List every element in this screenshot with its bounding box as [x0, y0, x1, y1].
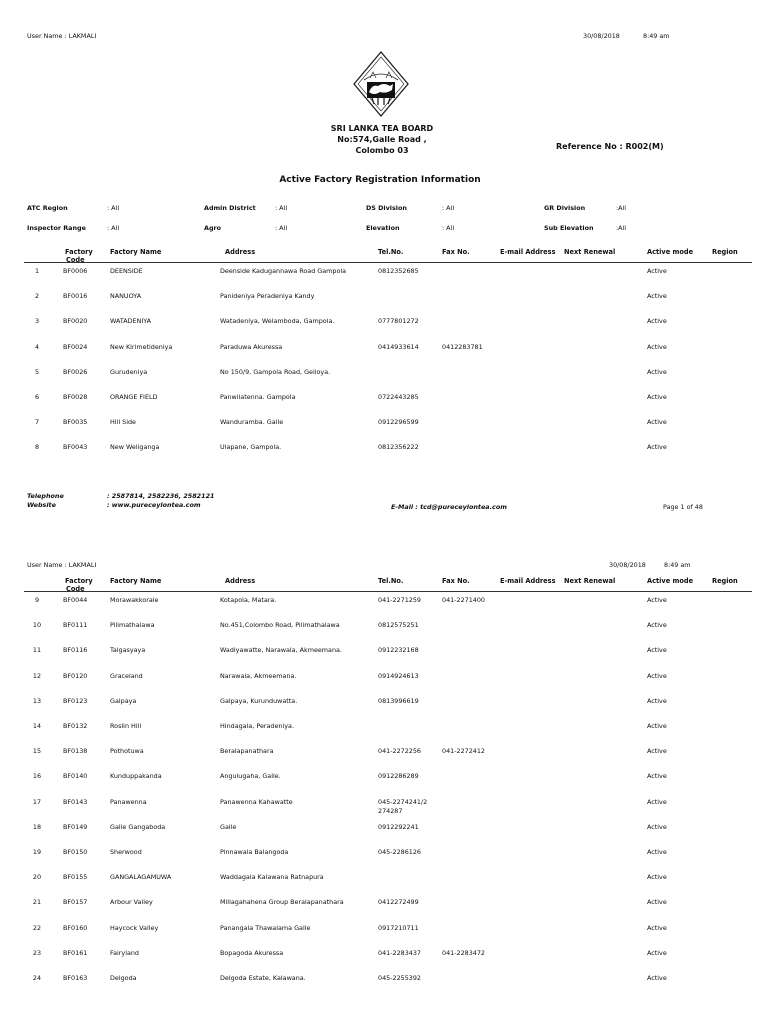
table-row [0, 898, 768, 912]
active-mode: Active [647, 948, 667, 957]
active-mode: Active [647, 367, 667, 376]
row-number: 16 [32, 772, 42, 781]
org-name: SRI LANKA TEA BOARD [330, 124, 434, 133]
col-tel: Tel.No. [378, 248, 404, 256]
col-factory-name: Factory Name [110, 577, 162, 585]
factory-name: Pothotuwa [110, 747, 144, 756]
active-mode: Active [647, 418, 667, 427]
col-tel: Tel.No. [378, 577, 404, 585]
row-number: 23 [32, 948, 42, 957]
telephone-number: 045-2286126 [378, 848, 421, 856]
atc-region-label: ATC Region [27, 204, 68, 212]
factory-name: WATADENIYA [110, 317, 152, 326]
factory-code: BF0111 [63, 621, 88, 630]
active-mode: Active [647, 621, 667, 630]
factory-name: Panawenna [110, 797, 147, 806]
telephone-number: 0414933614 [378, 342, 419, 351]
row-number: 24 [32, 974, 42, 982]
col-next-renewal: Next Renewal [564, 577, 616, 585]
table-row [0, 267, 768, 281]
col-active-mode: Active mode [647, 577, 694, 585]
factory-address: Paraduwa Akuressa [220, 342, 283, 351]
active-mode: Active [647, 873, 667, 882]
table-row [0, 974, 768, 988]
factory-code: BF0161 [63, 948, 88, 957]
factory-code: BF0155 [63, 873, 88, 882]
row-number: 14 [32, 722, 42, 730]
factory-name: Pilimathalawa [110, 621, 155, 630]
table-row [0, 596, 768, 610]
col-fax: Fax No. [442, 577, 470, 585]
factory-code: BF0150 [63, 848, 88, 856]
header-divider-page2 [24, 591, 752, 592]
col-email: E-mail Address [500, 248, 556, 256]
factory-address: Wadiyawatte, Narawala, Akmeemana. [220, 646, 342, 655]
table-row [0, 672, 768, 686]
row-number: 15 [32, 747, 42, 756]
inspector-range-value: : All [107, 224, 120, 232]
row-number: 10 [32, 621, 42, 630]
factory-code: BF0006 [63, 267, 88, 275]
row-number: 4 [34, 342, 40, 351]
table-row [0, 924, 768, 938]
page-number: Page 1 of 48 [663, 503, 703, 511]
factory-name: Arbour Valley [110, 898, 153, 907]
col-factory-code-line1: Factory [65, 577, 93, 585]
factory-address: Panideniya Peradeniya Kandy [220, 292, 315, 301]
col-region: Region [712, 577, 738, 585]
factory-name: New Kirimetideniya [110, 342, 173, 351]
telephone-number: 0722443285 [378, 393, 419, 401]
row-number: 6 [34, 393, 40, 401]
footer-email: E-Mail : tcd@pureceylontea.com [391, 503, 507, 511]
factory-code: BF0024 [63, 342, 88, 351]
row-number: 1 [34, 267, 40, 275]
website-label: Website [27, 501, 56, 509]
col-region: Region [712, 248, 738, 256]
telephone-number: 0812352685 [378, 267, 419, 275]
row-number: 9 [34, 596, 40, 604]
factory-code: BF0120 [63, 671, 88, 680]
telephone-number: 0412272499 [378, 898, 419, 907]
ds-division-label: DS Division [366, 204, 407, 212]
table-row [0, 823, 768, 837]
factory-address: Delgoda Estate, Kalawana. [220, 974, 306, 982]
gr-division-label: GR Division [544, 204, 586, 212]
table-row [0, 873, 768, 887]
user-name-label: User Name : LAKMALI [27, 32, 97, 40]
col-factory-code-line2: Code [66, 585, 85, 593]
active-mode: Active [647, 923, 667, 932]
telephone-number: 0912286289 [378, 772, 419, 781]
telephone-number: 0917210711 [378, 923, 419, 932]
factory-name: DEENSIDE [110, 267, 143, 275]
agro-value: : All [275, 224, 288, 232]
telephone-number: 0813996619 [378, 696, 419, 705]
row-number: 11 [32, 646, 42, 655]
factory-code: BF0132 [63, 722, 88, 730]
row-number: 5 [34, 367, 40, 376]
col-factory-code-line2: Code [66, 256, 85, 264]
factory-name: GANGALAGAMUWA [110, 873, 172, 882]
active-mode: Active [647, 848, 667, 856]
active-mode: Active [647, 772, 667, 781]
table-row [0, 368, 768, 382]
factory-address: Angulugaha, Galle. [220, 772, 281, 781]
factory-name: Galpaya [110, 696, 137, 705]
sub-elevation-label: Sub Elevation [544, 224, 594, 232]
table-row [0, 418, 768, 432]
telephone-number: 0777801272 [378, 317, 419, 326]
row-number: 3 [34, 317, 40, 326]
ds-division-value: : All [442, 204, 455, 212]
row-number: 17 [32, 797, 42, 806]
agro-label: Agro [204, 224, 222, 232]
telephone-number: 0912296599 [378, 418, 419, 427]
factory-address: Bopagoda Akuressa [220, 948, 284, 957]
table-row [0, 772, 768, 786]
row-number: 13 [32, 696, 42, 705]
factory-address: Hindagala, Peradeniya. [220, 722, 294, 730]
table-header-page2 [0, 577, 768, 595]
factory-code: BF0043 [63, 443, 88, 452]
table-row [0, 848, 768, 862]
factory-address: Beralapanathara [220, 747, 274, 756]
factory-name: New Weliganga [110, 443, 160, 452]
factory-code: BF0157 [63, 898, 88, 907]
report-title: Active Factory Registration Information [279, 175, 481, 185]
table-row [0, 646, 768, 660]
telephone-number: 045-2255392 [378, 974, 421, 982]
factory-address: No.451,Colombo Road, Pilimathalawa [220, 621, 340, 630]
admin-district-label: Admin District [204, 204, 256, 212]
row-number: 19 [32, 848, 42, 856]
telephone-value: : 2587814, 2582236, 2582121 [107, 492, 215, 500]
telephone-number: 045-2274241/2 274287 [378, 797, 428, 815]
active-mode: Active [647, 722, 667, 730]
fax-number: 041-2283472 [442, 948, 485, 957]
factory-address: Millagahahena Group Beralapanathara [220, 898, 344, 907]
user-name-label-page2: User Name : LAKMALI [27, 561, 97, 569]
factory-address: Galpaya, Kurunduwatta. [220, 696, 298, 705]
telephone-label: Telephone [27, 492, 64, 500]
factory-name: Delgoda [110, 974, 137, 982]
elevation-label: Elevation [366, 224, 400, 232]
telephone-number: 041-2283437 [378, 948, 421, 957]
table-row [0, 292, 768, 306]
header-divider-page1 [24, 262, 752, 263]
active-mode: Active [647, 671, 667, 680]
gr-division-value: :All [616, 204, 627, 212]
factory-address: Panawenna Kahawatte [220, 797, 293, 806]
factory-name: Haycock Valley [110, 923, 159, 932]
active-mode: Active [647, 292, 667, 301]
factory-address: Galle [220, 822, 237, 831]
col-fax: Fax No. [442, 248, 470, 256]
factory-code: BF0163 [63, 974, 88, 982]
active-mode: Active [647, 747, 667, 756]
table-row [0, 949, 768, 963]
active-mode: Active [647, 267, 667, 275]
report-time: 8:49 am [643, 32, 670, 40]
tea-board-logo [350, 50, 412, 120]
factory-code: BF0143 [63, 797, 88, 806]
factory-name: Gurudeniya [110, 367, 148, 376]
active-mode: Active [647, 646, 667, 655]
table-row [0, 443, 768, 457]
website-value: : www.pureceylontea.com [107, 501, 201, 509]
telephone-number: 0812575251 [378, 621, 419, 630]
factory-code: BF0026 [63, 367, 88, 376]
factory-address: Pinnawala Balangoda [220, 848, 289, 856]
telephone-number: 041-2272256 [378, 747, 421, 756]
factory-code: BF0149 [63, 822, 88, 831]
factory-address: Deenside Kadugannawa Road Gampola [220, 267, 347, 275]
row-number: 2 [34, 292, 40, 301]
active-mode: Active [647, 974, 667, 982]
table-row [0, 317, 768, 331]
table-row [0, 343, 768, 357]
table-row [0, 697, 768, 711]
telephone-number: 0914924613 [378, 671, 419, 680]
factory-address: No 150/9, Gampola Road, Gelioya. [220, 367, 331, 376]
table-row [0, 393, 768, 407]
elevation-value: : All [442, 224, 455, 232]
factory-name: Morawakkorale [110, 596, 159, 604]
factory-address: Watadeniya, Welamboda, Gampola. [220, 317, 335, 326]
active-mode: Active [647, 342, 667, 351]
fax-number: 0412283781 [442, 342, 483, 351]
col-active-mode: Active mode [647, 248, 694, 256]
table-row [0, 747, 768, 761]
factory-code: BF0140 [63, 772, 88, 781]
table-row [0, 722, 768, 736]
active-mode: Active [647, 898, 667, 907]
row-number: 7 [34, 418, 40, 427]
telephone-number: 0812356222 [378, 443, 419, 452]
factory-code: BF0028 [63, 393, 88, 401]
factory-address: Panangala Thawalama Galle [220, 923, 311, 932]
row-number: 12 [32, 671, 42, 680]
active-mode: Active [647, 822, 667, 831]
org-address-line2: Colombo 03 [355, 146, 409, 155]
telephone-number: 0912232168 [378, 646, 419, 655]
factory-name: Kunduppakanda [110, 772, 162, 781]
factory-address: Wanduramba. Galle [220, 418, 284, 427]
row-number: 18 [32, 822, 42, 831]
row-number: 8 [34, 443, 40, 452]
report-date: 30/08/2018 [583, 32, 620, 40]
active-mode: Active [647, 797, 667, 806]
active-mode: Active [647, 696, 667, 705]
factory-name: Graceland [110, 671, 143, 680]
sub-elevation-value: :All [616, 224, 627, 232]
factory-code: BF0044 [63, 596, 88, 604]
factory-name: Galle Gangaboda [110, 822, 166, 831]
admin-district-value: : All [275, 204, 288, 212]
factory-code: BF0016 [63, 292, 88, 301]
factory-name: Sherwood [110, 848, 142, 856]
active-mode: Active [647, 393, 667, 401]
table-row [0, 797, 768, 815]
factory-code: BF0116 [63, 646, 88, 655]
fax-number: 041-2272412 [442, 747, 485, 756]
factory-address: Panwilatenna. Gampola [220, 393, 296, 401]
factory-code: BF0160 [63, 923, 88, 932]
factory-name: Fairyland [110, 948, 139, 957]
row-number: 20 [32, 873, 42, 882]
factory-name: Talgasyaya [110, 646, 146, 655]
telephone-number: 0912292241 [378, 822, 419, 831]
fax-number: 041-2271400 [442, 596, 485, 604]
factory-code: BF0035 [63, 418, 88, 427]
col-factory-name: Factory Name [110, 248, 162, 256]
factory-address: Kotapola, Matara. [220, 596, 277, 604]
active-mode: Active [647, 596, 667, 604]
inspector-range-label: Inspector Range [27, 224, 86, 232]
report-date-page2: 30/08/2018 [609, 561, 646, 569]
telephone-number: 041-2271259 [378, 596, 421, 604]
row-number: 21 [32, 898, 42, 907]
col-email: E-mail Address [500, 577, 556, 585]
row-number: 22 [32, 923, 42, 932]
col-address: Address [225, 248, 256, 256]
factory-name: NANUOYA [110, 292, 142, 301]
atc-region-value: : All [107, 204, 120, 212]
col-address: Address [225, 577, 256, 585]
table-header-page1 [0, 248, 768, 266]
factory-code: BF0123 [63, 696, 88, 705]
col-next-renewal: Next Renewal [564, 248, 616, 256]
factory-name: Hill Side [110, 418, 136, 427]
report-time-page2: 8:49 am [664, 561, 691, 569]
col-factory-code-line1: Factory [65, 248, 93, 256]
factory-code: BF0138 [63, 747, 88, 756]
factory-address: Ulapane, Gampola. [220, 443, 282, 452]
factory-name: Roslin Hill [110, 722, 142, 730]
factory-address: Narawala, Akmeemana. [220, 671, 297, 680]
factory-name: ORANGE FIELD [110, 393, 158, 401]
factory-code: BF0020 [63, 317, 88, 326]
active-mode: Active [647, 443, 667, 452]
factory-address: Waddagala Kalawana Ratnapura [220, 873, 324, 882]
org-address-line1: No:574,Galle Road , [337, 135, 427, 144]
table-row [0, 621, 768, 635]
reference-number: Reference No : R002(M) [556, 142, 664, 151]
active-mode: Active [647, 317, 667, 326]
